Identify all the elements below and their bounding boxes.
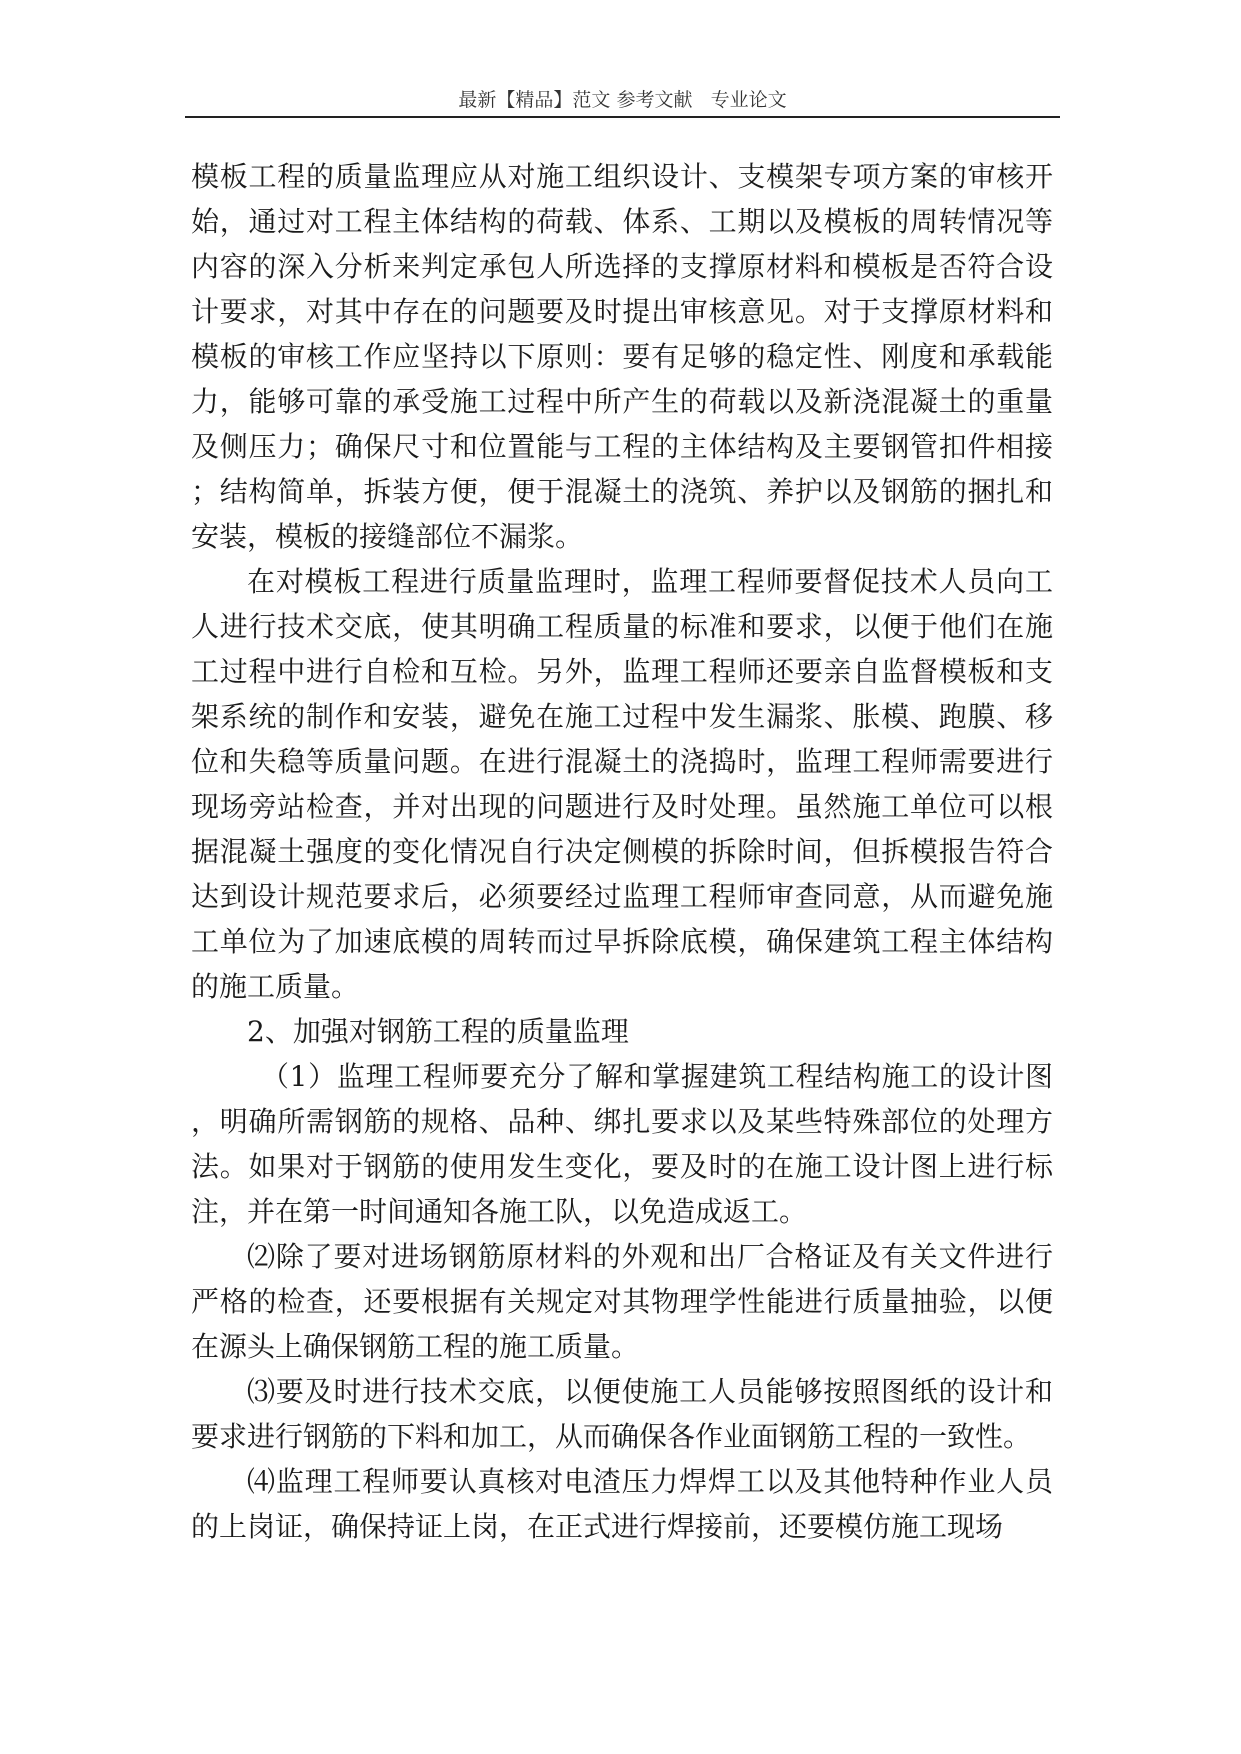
paragraph-formwork-supervision: 在对模板工程进行质量监理时，监理工程师要督促技术人员向工人进行技术交底，使其明确工程质量的标准和要求，以便于他们在施工过程中进行自检和互检。另外，监理工程师还要亲自监督模板和支架系统的制作和安装，避免在施工过程中发生漏浆、胀模、跑膜、移位和失稳等质量问题。在进行混凝土的浇捣时，监理工程师需要进行现场旁站检查，并对出现的问题进行及时处理。虽然施工单位可以根据混凝土强度的变化情况自行决定侧模的拆除时间，但拆模报告符合达到设计规范要求后，必须要经过监理工程师审查同意，从而避免施工单位为了加速底模的周转而过早拆除底模，确保建筑工程主体结构的施工质量。 — [191, 565, 1053, 1003]
running-header: 最新【精品】范文 参考文献 专业论文 — [458, 89, 787, 111]
list-item-2: ⑵除了要对进场钢筋原材料的外观和出厂合格证及有关文件进行严格的检查，还要根据有关规定对其物理学性能进行质量抽验，以便在源头上确保钢筋工程的施工质量。 — [191, 1240, 1053, 1363]
section-heading-rebar: 2、加强对钢筋工程的质量监理 — [247, 1015, 629, 1048]
list-item-1: （1）监理工程师要充分了解和掌握建筑工程结构施工的设计图，明确所需钢筋的规格、品种、绑扎要求以及某些特殊部位的处理方法。如果对于钢筋的使用发生变化，要及时的在施工设计图上进行标注，并在第一时间通知各施工队，以免造成返工。 — [191, 1060, 1053, 1228]
list-item-3: ⑶要及时进行技术交底，以便使施工人员能够按照图纸的设计和要求进行钢筋的下料和加工，从而确保各作业面钢筋工程的一致性。 — [191, 1375, 1053, 1453]
document-body — [191, 154, 1053, 1549]
header-divider — [185, 116, 1060, 118]
paragraph-formwork-review: 模板工程的质量监理应从对施工组织设计、支模架专项方案的审核开始，通过对工程主体结构的荷载、体系、工期以及模板的周转情况等内容的深入分析来判定承包人所选择的支撑原材料和模板是否符合设计要求，对其中存在的问题要及时提出审核意见。对于支撑原材料和模板的审核工作应坚持以下原则：要有足够的稳定性、刚度和承载能力，能够可靠的承受施工过程中所产生的荷载以及新浇混凝土的重量及侧压力；确保尺寸和位置能与工程的主体结构及主要钢管扣件相接；结构简单，拆装方便，便于混凝土的浇筑、养护以及钢筋的捆扎和安装，模板的接缝部位不漏浆。 — [191, 160, 1053, 553]
list-item-4: ⑷监理工程师要认真核对电渣压力焊焊工以及其他特种作业人员的上岗证，确保持证上岗，在正式进行焊接前，还要模仿施工现场 — [191, 1465, 1053, 1543]
